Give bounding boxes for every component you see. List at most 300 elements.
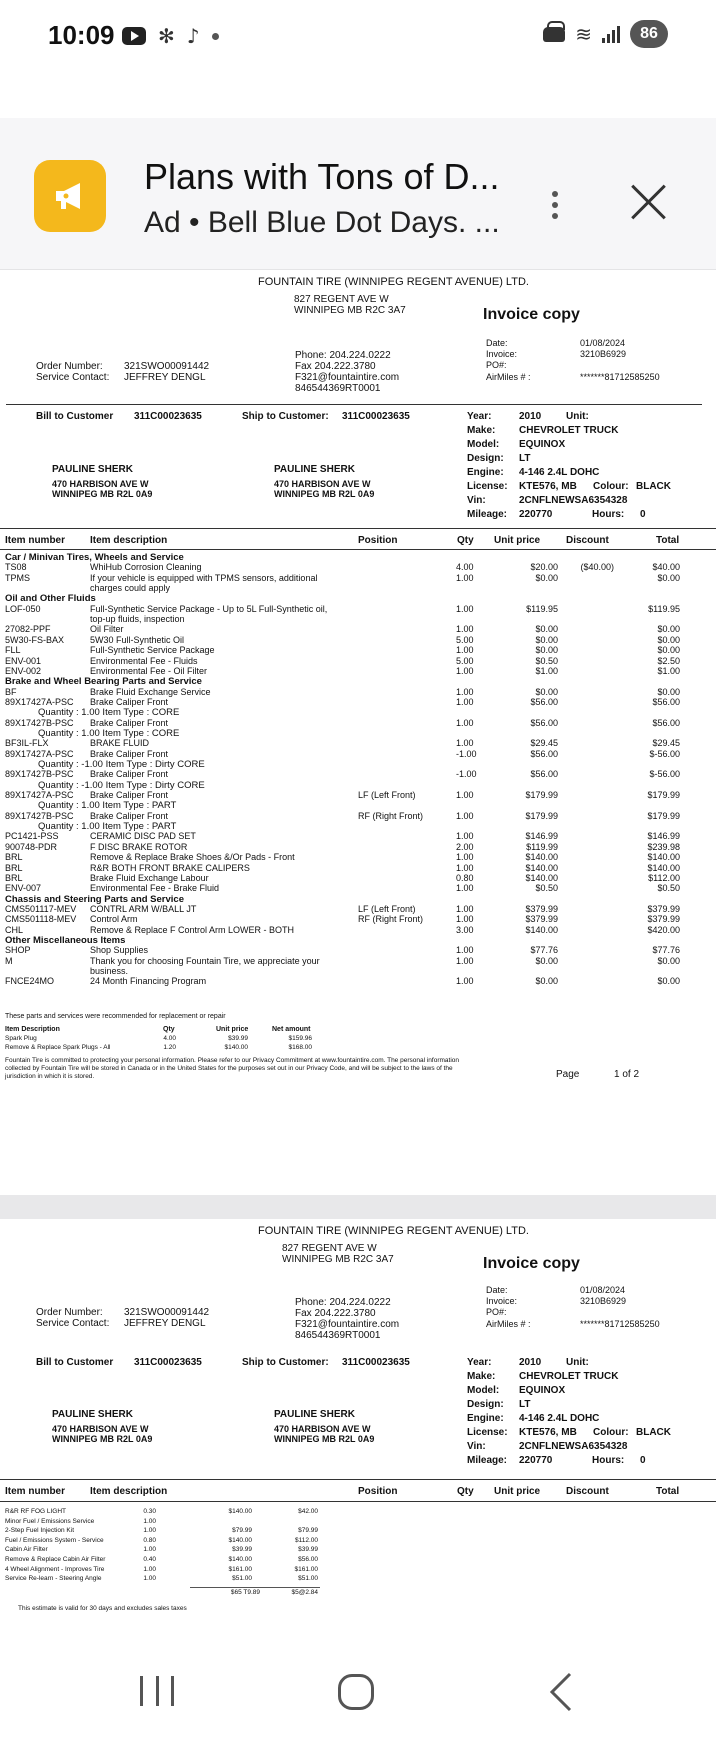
col-unit-price: Unit price — [494, 1486, 541, 1497]
item-qty: -1.00 — [456, 748, 477, 759]
invoice-number: 3210B6929 — [580, 1296, 627, 1306]
item-unit-price: $0.00 — [535, 686, 558, 697]
item-subline — [0, 728, 716, 739]
date-label: Date: — [486, 338, 508, 348]
item-total: $0.00 — [657, 624, 680, 635]
item-unit-price: $56.00 — [530, 748, 558, 759]
col-item-number: Item number — [5, 1486, 66, 1497]
order-number: 321SWO00091442 — [124, 361, 210, 372]
section-header — [0, 935, 716, 946]
item-description: Remove & Replace F Control Arm LOWER - BOTH — [90, 924, 295, 935]
item-total: $-56.00 — [649, 769, 680, 780]
item-qty: 1.00 — [456, 810, 474, 821]
item-detail: Quantity : 1.00 Item Type : PART — [38, 800, 177, 812]
hours-label: Hours: — [592, 1455, 625, 1466]
table-row — [0, 883, 716, 894]
company-address-2: WINNIPEG MB R2C 3A7 — [282, 1254, 394, 1265]
section-header — [0, 676, 716, 687]
estimate-net: $79.99 — [298, 1527, 318, 1535]
estimate-desc: R&R RF FOG LIGHT — [5, 1508, 67, 1515]
estimate-qty: 0.30 — [143, 1508, 156, 1515]
license-value: KTE576, MB — [519, 481, 577, 492]
estimate-desc: 2-Step Fuel Injection Kit — [5, 1527, 75, 1535]
item-total: $0.00 — [657, 686, 680, 697]
item-number: 89X17427B-PSC — [5, 810, 74, 821]
item-qty: 1.00 — [456, 665, 474, 676]
ad-logo[interactable] — [34, 160, 106, 232]
item-unit-price: $56.00 — [530, 696, 558, 707]
item-description: Environmental Fee - Brake Fluid — [90, 883, 220, 894]
bill-to-label: Bill to Customer — [36, 411, 114, 422]
item-unit-price: $0.50 — [535, 883, 558, 894]
estimate-subtotal-unit: $65 T9.89 — [230, 1589, 260, 1596]
table-row — [0, 635, 716, 646]
item-qty: 3.00 — [456, 924, 474, 935]
email: F321@fountaintire.com — [295, 1319, 400, 1330]
table-row — [0, 852, 716, 863]
item-description: top-up fluids, inspection — [90, 614, 185, 625]
bill-to-value: 311C00023635 — [134, 411, 202, 422]
item-qty: 1.00 — [456, 903, 474, 914]
item-description: WhiHub Corrosion Cleaning — [90, 562, 202, 573]
col-position: Position — [358, 535, 398, 546]
item-number: LOF-050 — [5, 603, 41, 614]
col-qty: Qty — [457, 1486, 474, 1497]
item-total: $1.00 — [657, 665, 680, 676]
item-description: Thank you for choosing Fountain Tire, we appreciate your — [90, 955, 320, 966]
item-number: 89X17427A-PSC — [5, 696, 74, 707]
item-detail: Quantity : -1.00 Item Type : Dirty CORE — [38, 759, 205, 770]
hours-value: 0 — [640, 1455, 646, 1466]
table-row — [0, 873, 716, 884]
col-item-description: Item description — [90, 535, 168, 546]
table-row — [0, 604, 716, 615]
ship-to-label: Ship to Customer: — [242, 1357, 329, 1368]
bill-to-label: Bill to Customer — [36, 1357, 114, 1368]
estimate-qty: 1.00 — [143, 1575, 156, 1583]
item-unit-price: $119.99 — [526, 841, 558, 852]
item-total: $146.99 — [647, 831, 680, 842]
item-number: 89X17427A-PSC — [5, 790, 74, 801]
colour-value: BLACK — [636, 481, 671, 492]
contact-label: Service Contact: — [36, 1318, 110, 1329]
estimate-up: $79.99 — [232, 1527, 252, 1535]
order-label: Order Number: — [36, 361, 103, 372]
item-qty: 1.00 — [456, 686, 474, 697]
item-number: SHOP — [5, 945, 31, 956]
recommended-net: $168.00 — [288, 1044, 312, 1051]
estimate-net: $39.99 — [298, 1546, 318, 1554]
estimate-desc: Remove & Replace Cabin Air Filter — [5, 1556, 106, 1563]
item-detail: Quantity : 1.00 Item Type : CORE — [38, 707, 180, 719]
estimate-net: $56.00 — [298, 1556, 318, 1563]
section-title: Chassis and Steering Parts and Service — [5, 893, 184, 905]
company-name: FOUNTAIN TIRE (WINNIPEG REGENT AVENUE) LTD. — [258, 276, 529, 288]
table-row — [0, 842, 716, 853]
section-title: Car / Minivan Tires, Wheels and Service — [5, 552, 184, 563]
invoice-label: Invoice: — [486, 349, 518, 359]
item-qty: 4.00 — [456, 562, 474, 573]
estimate-qty: 1.00 — [143, 1517, 156, 1525]
item-number: PC1421-PSS — [5, 831, 59, 842]
year-value: 2010 — [519, 1357, 542, 1368]
item-unit-price: $0.00 — [535, 645, 558, 656]
unit-label: Unit: — [566, 1357, 589, 1368]
item-description: Environmental Fee - Fluids — [90, 655, 198, 666]
table-row — [0, 666, 716, 677]
recommended-net: $159.96 — [288, 1035, 312, 1042]
date-value: 01/08/2024 — [580, 1285, 626, 1295]
order-label: Order Number: — [36, 1307, 103, 1318]
date-value: 01/08/2024 — [580, 338, 626, 348]
youtube-icon — [122, 27, 146, 45]
bill-address-2: WINNIPEG MB R2L 0A9 — [52, 489, 153, 499]
estimate-up: $51.00 — [232, 1575, 252, 1583]
estimate-desc: Minor Fuel / Emissions Service — [5, 1517, 95, 1525]
item-qty: 1.00 — [456, 696, 474, 707]
table-row — [0, 925, 716, 936]
item-description: Brake Caliper Front — [90, 769, 169, 780]
design-label: Design: — [467, 453, 504, 464]
vin-value: 2CNFLNEWSA6354328 — [519, 1441, 628, 1452]
hours-value: 0 — [640, 509, 646, 520]
item-unit-price: $140.00 — [525, 924, 558, 935]
make-label: Make: — [467, 425, 496, 436]
item-unit-price: $29.45 — [530, 738, 558, 749]
subtotal-rule — [190, 1587, 320, 1588]
item-total: $379.99 — [647, 914, 680, 925]
item-qty: 1.00 — [456, 572, 474, 583]
item-total: $0.00 — [657, 572, 680, 583]
invoice-number: 3210B6929 — [580, 349, 627, 359]
invoice-page-1 — [0, 270, 716, 1195]
phone: Phone: 204.224.0222 — [295, 1297, 391, 1308]
table-row — [0, 718, 716, 729]
item-total: $179.99 — [647, 790, 680, 801]
table-row — [0, 945, 716, 956]
table-row — [0, 624, 716, 635]
item-position: LF (Left Front) — [358, 903, 416, 914]
section-header — [0, 593, 716, 604]
item-qty: -1.00 — [456, 769, 477, 780]
item-total: $239.98 — [647, 841, 680, 852]
item-description: business. — [90, 966, 129, 976]
item-description: F DISC BRAKE ROTOR — [90, 841, 188, 852]
wifi-icon: ≋ — [575, 22, 592, 46]
item-qty: 1.00 — [456, 862, 474, 873]
estimate-desc: 4 Wheel Alignment - Improves Tire — [5, 1565, 105, 1573]
mileage-value: 220770 — [519, 509, 553, 520]
col-item-number: Item number — [5, 535, 66, 546]
item-qty: 1.00 — [456, 976, 474, 987]
item-qty: 1.00 — [456, 852, 474, 863]
estimate-net: $161.00 — [294, 1565, 318, 1573]
item-number: BF3IL-FLX — [5, 738, 49, 749]
ship-to-value: 311C00023635 — [342, 1357, 410, 1368]
item-description: Remove & Replace Brake Shoes &/Or Pads - Front — [90, 852, 295, 863]
recommended-note: These parts and services were recommended for replacement or repair — [5, 1013, 226, 1020]
item-total: $2.50 — [657, 655, 680, 666]
fax: Fax 204.222.3780 — [295, 1308, 376, 1319]
item-description: CERAMIC DISC PAD SET — [90, 831, 196, 842]
item-number: 89X17427A-PSC — [5, 748, 74, 759]
table-row — [0, 956, 716, 967]
home-icon[interactable] — [338, 1674, 374, 1710]
item-detail: Quantity : 1.00 Item Type : PART — [38, 821, 177, 833]
ad-banner[interactable] — [0, 118, 716, 270]
engine-value: 4-146 2.4L DOHC — [519, 467, 600, 478]
privacy-text-2: collected by Fountain Tire will be stored in Canada or in the United States for the purposes set out in our Privacy Code, and will be subject to the laws of the — [5, 1065, 453, 1072]
design-value: LT — [519, 1399, 531, 1410]
item-number: CHL — [5, 924, 24, 935]
item-description: Brake Caliper Front — [90, 696, 169, 707]
item-total: $420.00 — [647, 924, 680, 935]
estimate-row — [0, 1575, 716, 1586]
po-label: PO#: — [486, 360, 507, 370]
invoice-title: Invoice copy — [483, 306, 580, 323]
item-total: $56.00 — [652, 696, 680, 707]
more-notifications-icon — [212, 33, 219, 40]
item-description: Brake Caliper Front — [90, 717, 169, 728]
contact-value: JEFFREY DENGL — [124, 372, 206, 383]
page-separator — [0, 1195, 716, 1219]
ship-address-1: 470 HARBISON AVE W — [274, 1424, 371, 1434]
item-number: BRL — [5, 872, 23, 883]
item-position: LF (Left Front) — [358, 790, 416, 801]
item-qty: 1.00 — [456, 624, 474, 635]
contact-value: JEFFREY DENGL — [124, 1318, 206, 1329]
item-unit-price: $119.95 — [526, 603, 558, 614]
company-address-2: WINNIPEG MB R2C 3A7 — [294, 305, 406, 316]
item-description: R&R BOTH FRONT BRAKE CALIPERS — [90, 862, 250, 873]
item-qty: 0.80 — [456, 872, 474, 883]
table-row — [0, 831, 716, 842]
privacy-text-3: jurisdiction in which it is stored. — [5, 1073, 95, 1080]
contact-label: Service Contact: — [36, 372, 110, 383]
item-unit-price: $0.00 — [535, 634, 558, 645]
model-value: EQUINOX — [519, 439, 566, 450]
item-number: CMS501118-MEV — [5, 914, 77, 925]
email: F321@fountaintire.com — [295, 372, 400, 383]
order-number: 321SWO00091442 — [124, 1307, 210, 1318]
item-total: $77.76 — [652, 945, 680, 956]
item-total: $119.95 — [648, 603, 680, 614]
year-value: 2010 — [519, 411, 542, 422]
vin-label: Vin: — [467, 1441, 486, 1452]
item-qty: 1.00 — [456, 945, 474, 956]
item-description: 24 Month Financing Program — [90, 976, 207, 987]
item-detail: Quantity : -1.00 Item Type : Dirty CORE — [38, 779, 205, 791]
table-row — [0, 914, 716, 925]
ship-name: PAULINE SHERK — [274, 1409, 355, 1420]
item-description: Full-Synthetic Service Package — [90, 645, 215, 656]
battery-indicator: 86 — [630, 20, 668, 48]
settings-icon: ✻ — [158, 24, 175, 48]
design-value: LT — [519, 453, 531, 464]
bill-address-1: 470 HARBISON AVE W — [52, 479, 149, 489]
section-title: Other Miscellaneous Items — [5, 934, 126, 946]
section-title: Brake and Wheel Bearing Parts and Service — [5, 676, 202, 688]
rec-col-desc: Item Description — [5, 1026, 60, 1033]
back-icon[interactable] — [548, 1670, 574, 1714]
table-row — [0, 645, 716, 656]
page-label: Page — [556, 1069, 580, 1080]
item-subline — [0, 821, 716, 832]
item-total: $112.00 — [648, 872, 680, 883]
divider — [0, 528, 716, 529]
item-unit-price: $146.99 — [525, 831, 558, 842]
item-qty: 2.00 — [456, 841, 474, 852]
item-description: charges could apply — [90, 583, 171, 594]
estimate-net: $42.00 — [298, 1508, 318, 1515]
airmiles-label: AirMiles # : — [486, 372, 531, 382]
divider — [0, 1479, 716, 1480]
ship-address-1: 470 HARBISON AVE W — [274, 479, 371, 489]
item-description: If your vehicle is equipped with TPMS sensors, additional — [90, 572, 318, 583]
year-label: Year: — [467, 411, 492, 422]
item-number: M — [5, 955, 13, 966]
item-total: $0.00 — [657, 955, 680, 966]
item-unit-price: $0.00 — [535, 955, 558, 966]
colour-label: Colour: — [593, 1427, 629, 1438]
divider — [0, 1501, 716, 1502]
item-unit-price: $140.00 — [525, 872, 558, 883]
item-description: Brake Caliper Front — [90, 748, 169, 759]
tiktok-icon: ♪ — [186, 24, 200, 48]
table-row — [0, 697, 716, 708]
table-row — [0, 904, 716, 915]
estimate-qty: 1.00 — [143, 1565, 156, 1573]
item-number: BRL — [5, 862, 23, 873]
notification-icons — [122, 24, 219, 48]
item-qty: 1.00 — [456, 645, 474, 656]
estimate-note: This estimate is valid for 30 days and excludes sales taxes — [18, 1605, 187, 1612]
item-number: CMS501117-MEV — [5, 903, 77, 914]
make-value: CHEVROLET TRUCK — [519, 1371, 619, 1382]
item-description: Brake Caliper Front — [90, 810, 169, 821]
ad-title[interactable]: Plans with Tons of D... — [144, 156, 500, 197]
recommended-qty: 1.20 — [163, 1044, 176, 1051]
item-unit-price: $56.00 — [530, 769, 558, 780]
car-icon — [543, 27, 565, 42]
system-icons — [543, 20, 668, 48]
table-row — [0, 738, 716, 749]
ad-subtitle[interactable]: Ad • Bell Blue Dot Days. ... — [144, 206, 500, 239]
item-qty: 1.00 — [456, 831, 474, 842]
item-position: RF (Right Front) — [358, 810, 424, 821]
mileage-value: 220770 — [519, 1455, 553, 1466]
colour-value: BLACK — [636, 1427, 671, 1438]
item-qty: 1.00 — [456, 883, 474, 894]
item-unit-price: $56.00 — [530, 717, 558, 728]
table-row — [0, 966, 716, 977]
megaphone-icon — [52, 181, 88, 211]
table-row — [0, 573, 716, 584]
item-detail: Quantity : 1.00 Item Type : CORE — [38, 727, 180, 739]
navigation-bar — [0, 1632, 716, 1750]
col-position: Position — [358, 1486, 398, 1497]
item-unit-price: $77.76 — [530, 945, 558, 956]
signal-icon — [602, 25, 620, 43]
company-name: FOUNTAIN TIRE (WINNIPEG REGENT AVENUE) LTD. — [258, 1225, 529, 1237]
item-description: Brake Fluid Exchange Labour — [90, 872, 209, 883]
recommended-up: $140.00 — [224, 1044, 248, 1051]
company-address-1: 827 REGENT AVE W — [294, 294, 389, 305]
item-unit-price: $20.00 — [530, 562, 558, 573]
engine-value: 4-146 2.4L DOHC — [519, 1413, 600, 1424]
item-number: TS08 — [5, 562, 27, 573]
close-icon[interactable] — [628, 182, 668, 222]
estimate-up: $39.99 — [232, 1546, 252, 1554]
table-row — [0, 583, 716, 594]
item-total: $0.50 — [657, 883, 680, 894]
item-number: FLL — [5, 645, 21, 656]
item-qty: 1.00 — [456, 955, 474, 966]
invoice-document[interactable] — [0, 270, 716, 1632]
company-address-1: 827 REGENT AVE W — [282, 1243, 377, 1254]
item-total: $0.00 — [657, 645, 680, 656]
item-total: $379.99 — [647, 903, 680, 914]
more-icon[interactable] — [548, 188, 562, 224]
item-unit-price: $140.00 — [525, 852, 558, 863]
unit-label: Unit: — [566, 411, 589, 422]
item-number: ENV-002 — [5, 665, 42, 676]
divider — [0, 549, 716, 550]
vin-value: 2CNFLNEWSA6354328 — [519, 495, 628, 506]
ship-to-value: 311C00023635 — [342, 411, 410, 422]
item-subline — [0, 800, 716, 811]
recent-apps-icon[interactable] — [140, 1676, 174, 1706]
item-description: Brake Fluid Exchange Service — [90, 686, 211, 697]
item-number: 900748-PDR — [5, 841, 58, 852]
mileage-label: Mileage: — [467, 1455, 508, 1466]
col-item-description: Item description — [90, 1486, 168, 1497]
item-unit-price: $0.50 — [535, 655, 558, 666]
item-position: RF (Right Front) — [358, 914, 424, 925]
model-label: Model: — [467, 1385, 500, 1396]
item-discount: ($40.00) — [580, 562, 614, 573]
item-total: $-56.00 — [649, 748, 680, 759]
item-number: FNCE24MO — [5, 976, 55, 987]
year-label: Year: — [467, 1357, 492, 1368]
estimate-subtotal-net: $5@2.84 — [291, 1589, 318, 1596]
item-total: $56.00 — [652, 717, 680, 728]
estimate-up: $161.00 — [228, 1565, 252, 1573]
airmiles-value: *******81712585250 — [580, 372, 660, 382]
model-value: EQUINOX — [519, 1385, 566, 1396]
item-unit-price: $140.00 — [525, 862, 558, 873]
item-total: $0.00 — [657, 634, 680, 645]
recommended-desc: Remove & Replace Spark Plugs - All — [5, 1044, 111, 1051]
invoice-label: Invoice: — [486, 1296, 518, 1306]
table-row — [0, 976, 716, 987]
item-unit-price: $379.99 — [525, 914, 558, 925]
item-unit-price: $379.99 — [525, 903, 558, 914]
col-discount: Discount — [566, 535, 609, 546]
col-discount: Discount — [566, 1486, 609, 1497]
bill-name: PAULINE SHERK — [52, 464, 133, 475]
hours-label: Hours: — [592, 509, 625, 520]
page-number: 1 of 2 — [614, 1069, 640, 1080]
divider — [6, 404, 702, 405]
item-number: ENV-001 — [5, 655, 42, 666]
col-total: Total — [656, 535, 680, 546]
bill-to-value: 311C00023635 — [134, 1357, 202, 1368]
item-qty: 5.00 — [456, 634, 474, 645]
estimate-net: $112.00 — [294, 1536, 318, 1544]
item-qty: 1.00 — [456, 603, 474, 614]
bill-name: PAULINE SHERK — [52, 1409, 133, 1420]
